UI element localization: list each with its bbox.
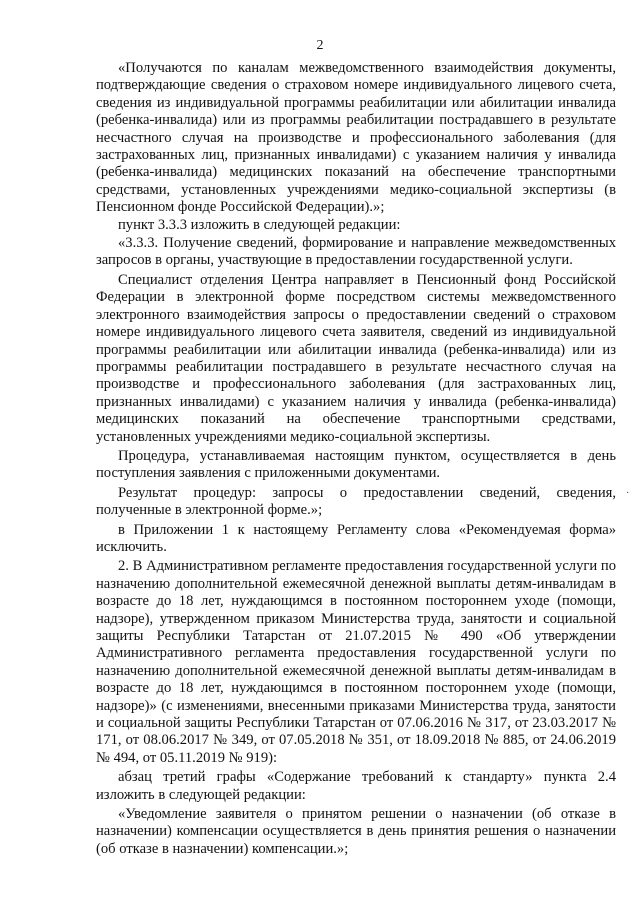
paragraph-pension-fund-documents: «Получаются по каналам межведомственного взаимодействия документы, подтверждающие сведения о страховом номере индивидуального лицевого счета, сведения из индивидуальной программы реабилитации или абилитации инвалида (ребенка-инвалида) или из программы реабилитации пострадавшего в результате несчастного случая на производстве и профессионального заболевания (для застрахованных лиц, признанных инвалидами) с указанием наличия у инвалида (ребенка-инвалида) медицинских показаний на обеспечение транспортными средствами, установленных учреждениями медико-социальной экспертизы (в Пенсионном фонде Российской Федерации).»; <box>96 60 616 216</box>
page-number: 2 <box>316 38 324 53</box>
paragraph-notification: «Уведомление заявителя о принятом решении о назначении (об отказе в назначении) компенсации осуществляется в день принятия решения о назначении (об отказе в назначении) компенсации.»; <box>96 806 616 857</box>
paragraph-clause-3-3-3-intro: пункт 3.3.3 изложить в следующей редакции: <box>118 217 401 234</box>
paragraph-procedure-result: Результат процедур: запросы о предоставлении сведений, сведения, полученные в электронной форме.»; <box>96 484 616 519</box>
paragraph-clause-2-4-intro: абзац третий графы «Содержание требований к стандарту» пункта 2.4 изложить в следующей редакции: <box>96 769 616 803</box>
margin-mark: · <box>626 488 630 499</box>
paragraph-specialist-request: Специалист отделения Центра направляет в Пенсионный фонд Российской Федерации в электронной форме посредством системы межведомственного электронного взаимодействия запросы о предоставлении сведений о страховом номере индивидуального лицевого счета заявителя, сведений из индивидуальной программы реабилитации или абилитации инвалида (ребенка-инвалида) или из программы реабилитации пострадавшего в результате несчастного случая на производстве и профессионального заболевания (для застрахованных лиц, признанных инвалидами) с указанием наличия у инвалида (ребенка-инвалида) медицинских показаний на обеспечение транспортными средствами, установленных учреждениями медико-социальной экспертизы. <box>96 271 616 445</box>
paragraph-appendix-change: в Приложении 1 к настоящему Регламенту слова «Рекомендуемая форма» исключить. <box>96 521 616 555</box>
paragraph-section-2-regulation: 2. В Административном регламенте предоставления государственной услуги по назначению дополнительной ежемесячной денежной выплаты детям-инвалидам в возрасте до 18 лет, нуждающимся в постоянном постороннем уходе (помощи, надзоре), утвержденном приказом Министерства труда, занятости и социальной защиты Республики Татарстан от 21.07.2015 № 490 «Об утверждении Административного регламента предоставления государственной услуги по назначению дополнительной ежемесячной денежной выплаты детям-инвалидам в возрасте до 18 лет, нуждающимся в постоянном постороннем уходе (помощи, надзоре)» (с изменениями, внесенными приказами Министерства труда, занятости и социальной защиты Республики Татарстан от 07.06.2016 № 317, от 23.03.2017 № 171, от 08.06.2017 № 349, от 07.05.2018 № 351, от 18.09.2018 № 885, от 24.06.2019 № 494, от 05.11.2019 № 919): <box>96 558 616 766</box>
paragraph-clause-3-3-3-title: «3.3.3. Получение сведений, формирование и направление межведомственных запросов в органы, участвующие в предоставлении государственной услуги. <box>96 235 616 269</box>
paragraph-procedure-timing: Процедура, устанавливаемая настоящим пунктом, осуществляется в день поступления заявления с приложенными документами. <box>96 447 616 482</box>
document-body <box>96 60 616 859</box>
